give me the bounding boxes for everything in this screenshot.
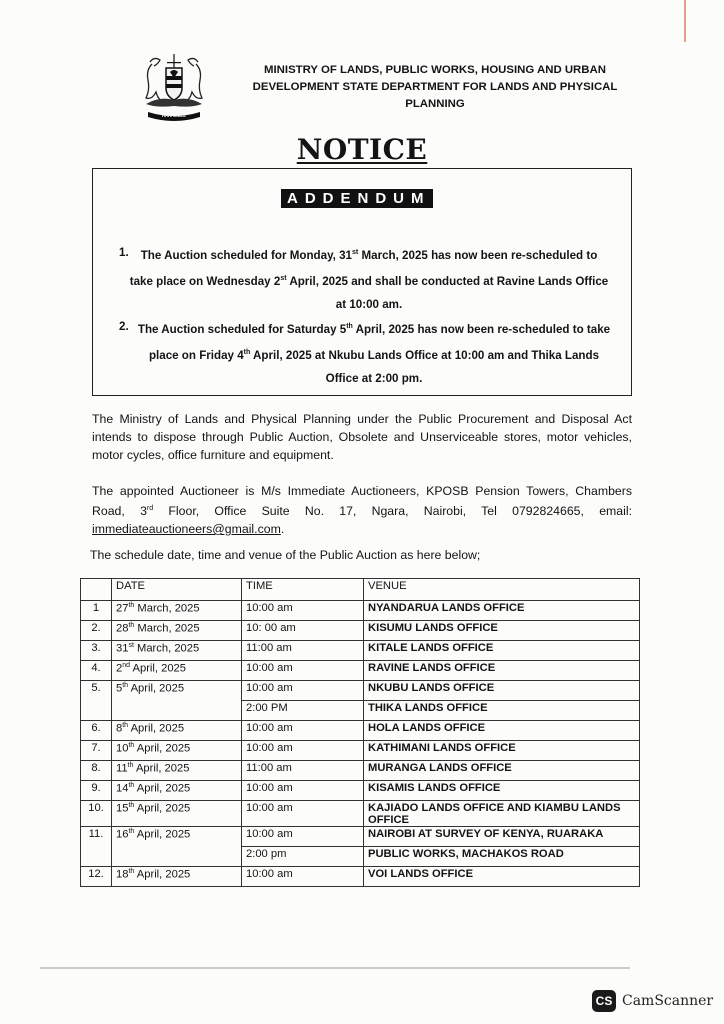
- date-day: 28: [116, 622, 129, 635]
- row-number: 3.: [81, 641, 112, 661]
- header-cell-date: DATE: [112, 579, 242, 601]
- superscript: st: [128, 642, 134, 649]
- superscript: th: [243, 348, 251, 356]
- row-number: 11.: [81, 827, 112, 867]
- table-row: [81, 601, 640, 621]
- date-cell: [112, 741, 242, 761]
- venue-cell: KATHIMANI LANDS OFFICE: [364, 741, 640, 761]
- superscript: th: [128, 802, 135, 809]
- table-row: [81, 801, 640, 827]
- addendum-item-line: [119, 341, 629, 367]
- time-cell: 10:00 am: [242, 867, 364, 887]
- ministry-heading: [245, 62, 625, 113]
- date-month-year: April, 2025: [130, 662, 187, 675]
- row-number: 5.: [81, 681, 112, 721]
- date-day: 8: [116, 722, 123, 735]
- time-cell: 10:00 am: [242, 801, 364, 827]
- date-month-year: April, 2025: [134, 828, 191, 841]
- date-day: 14: [116, 782, 129, 795]
- text-run: The appointed Auctioneer is M/s Immediate Auctioneers, KPOSB Pension Towers, Chambers Road, 3: [92, 484, 632, 519]
- date-month-year: April, 2025: [133, 762, 190, 775]
- venue-cell: NYANDARUA LANDS OFFICE: [364, 601, 640, 621]
- row-number: 9.: [81, 781, 112, 801]
- superscript: th: [346, 323, 353, 330]
- table-row: [81, 621, 640, 641]
- venue-cell: VOI LANDS OFFICE: [364, 867, 640, 887]
- date-month-year: April, 2025: [134, 868, 191, 881]
- row-number: 8.: [81, 761, 112, 781]
- date-day: 27: [116, 602, 129, 615]
- text-run: .: [280, 522, 285, 537]
- addendum-item-line: [119, 267, 619, 293]
- superscript: th: [128, 742, 135, 749]
- date-cell: [112, 621, 242, 641]
- time-cell: 11:00 am: [242, 761, 364, 781]
- venue-cell: KISUMU LANDS OFFICE: [364, 621, 640, 641]
- date-cell: [112, 781, 242, 801]
- superscript: th: [128, 622, 135, 629]
- camscanner-watermark: CamScanner: [622, 993, 714, 1009]
- date-cell: [112, 641, 242, 661]
- date-month-year: April, 2025: [128, 722, 185, 735]
- superscript: th: [128, 868, 135, 875]
- email-link[interactable]: immediateauctioneers@gmail.com: [92, 522, 281, 537]
- table-row: [81, 827, 640, 847]
- table-row: [81, 661, 640, 681]
- time-cell: 2:00 PM: [242, 701, 364, 721]
- notice-title: NOTICE: [296, 133, 428, 166]
- venue-cell: KAJIADO LANDS OFFICE AND KIAMBU LANDS OFFICE: [364, 801, 640, 827]
- date-day: 16: [116, 828, 129, 841]
- date-cell: [112, 761, 242, 781]
- row-number: 10.: [81, 801, 112, 827]
- camscanner-logo-icon: CS: [592, 990, 616, 1012]
- table-row: [81, 681, 640, 701]
- row-number: 12.: [81, 867, 112, 887]
- venue-cell: KISAMIS LANDS OFFICE: [364, 781, 640, 801]
- time-cell: 10:00 am: [242, 681, 364, 701]
- date-cell: [112, 601, 242, 621]
- row-number: 2.: [81, 621, 112, 641]
- venue-cell: PUBLIC WORKS, MACHAKOS ROAD: [364, 847, 640, 867]
- venue-cell: RAVINE LANDS OFFICE: [364, 661, 640, 681]
- intro-paragraph: The Ministry of Lands and Physical Planning under the Public Procurement and Disposal Act intends to dispose through Public Auction, Obsolete and Unserviceable stores, motor vehicles, motor cycles, office furniture and equipment.: [92, 412, 632, 462]
- date-month-year: April, 2025: [128, 682, 185, 695]
- time-cell: 10:00 am: [242, 741, 364, 761]
- header-cell-no: [81, 579, 112, 601]
- time-cell: 2:00 pm: [242, 847, 364, 867]
- date-month-year: April, 2025: [134, 802, 191, 815]
- row-number: 4.: [81, 661, 112, 681]
- addendum-label: ADDENDUM: [281, 189, 433, 208]
- text-run: March, 2025 has now been re-scheduled to: [358, 248, 598, 262]
- addendum-item-number: 2.: [119, 320, 129, 333]
- ministry-line: MINISTRY OF LANDS, PUBLIC WORKS, HOUSING AND URBAN: [264, 64, 606, 76]
- text-run: The Auction scheduled for Saturday 5: [137, 322, 347, 336]
- ministry-line: PLANNING: [405, 98, 465, 110]
- auctioneer-paragraph: [92, 482, 632, 538]
- venue-cell: MURANGA LANDS OFFICE: [364, 761, 640, 781]
- date-day: 5: [116, 682, 123, 695]
- date-cell: [112, 681, 242, 721]
- text-run: Floor, Office Suite No. 17, Ngara, Nairobi, Tel 0792824665, email:: [153, 504, 632, 519]
- ministry-line: DEVELOPMENT STATE DEPARTMENT FOR LANDS AND PHYSICAL: [252, 81, 618, 93]
- date-day: 11: [116, 762, 128, 775]
- date-day: 10: [116, 742, 129, 755]
- text-run: take place on Wednesday 2: [129, 274, 281, 288]
- time-cell: 10:00 am: [242, 721, 364, 741]
- venue-cell: HOLA LANDS OFFICE: [364, 721, 640, 741]
- addendum-item-number: 1.: [119, 246, 129, 259]
- date-cell: [112, 661, 242, 681]
- addendum-box: [92, 168, 632, 396]
- page-edge-mark: [684, 0, 686, 42]
- time-cell: 10:00 am: [242, 781, 364, 801]
- superscript: nd: [122, 662, 131, 669]
- row-number: 7.: [81, 741, 112, 761]
- date-month-year: March, 2025: [133, 642, 200, 655]
- superscript: rd: [146, 505, 154, 512]
- date-day: 15: [116, 802, 129, 815]
- superscript: th: [128, 782, 135, 789]
- page-bottom-rule: [40, 967, 630, 969]
- superscript: th: [128, 828, 135, 835]
- superscript: th: [122, 682, 129, 689]
- addendum-item: [119, 315, 629, 390]
- addendum-item-line: [119, 241, 619, 267]
- date-month-year: March, 2025: [134, 602, 200, 615]
- venue-cell: KITALE LANDS OFFICE: [364, 641, 640, 661]
- superscript: st: [352, 249, 359, 256]
- addendum-item: [119, 241, 619, 316]
- time-cell: 11:00 am: [242, 641, 364, 661]
- superscript: th: [128, 602, 135, 609]
- venue-cell: NKUBU LANDS OFFICE: [364, 681, 640, 701]
- date-month-year: April, 2025: [134, 742, 191, 755]
- date-cell: [112, 801, 242, 827]
- text-run: April, 2025 and shall be conducted at Ravine Lands Office: [286, 274, 609, 288]
- superscript: th: [122, 722, 129, 729]
- table-row: [81, 867, 640, 887]
- auction-schedule-table: [80, 578, 640, 887]
- kenya-coat-of-arms-icon: [140, 50, 208, 122]
- text-run: April, 2025 at Nkubu Lands Office at 10:00 am and Thika Lands: [250, 348, 600, 362]
- header-cell-time: TIME: [242, 579, 364, 601]
- text-run: April, 2025 has now been re-scheduled to take: [352, 322, 611, 336]
- table-row: [81, 741, 640, 761]
- date-day: 31: [116, 642, 129, 655]
- table-row: [81, 641, 640, 661]
- date-month-year: April, 2025: [134, 782, 191, 795]
- date-cell: [112, 721, 242, 741]
- row-number: 1: [81, 601, 112, 621]
- date-cell: [112, 867, 242, 887]
- superscript: st: [280, 274, 287, 282]
- date-day: 2: [116, 662, 123, 675]
- table-row: [81, 781, 640, 801]
- addendum-item-line: Office at 2:00 pm.: [325, 371, 423, 385]
- crest-motto: HARAMBEE: [161, 113, 187, 118]
- date-month-year: March, 2025: [134, 622, 200, 635]
- text-run: place on Friday 4: [148, 348, 244, 362]
- row-number: 6.: [81, 721, 112, 741]
- addendum-item-line: [119, 315, 629, 341]
- date-day: 18: [116, 868, 129, 881]
- table-row: [81, 761, 640, 781]
- date-cell: [112, 827, 242, 867]
- time-cell: 10:00 am: [242, 601, 364, 621]
- text-run: The Auction scheduled for Monday, 31: [140, 248, 353, 262]
- venue-cell: THIKA LANDS OFFICE: [364, 701, 640, 721]
- schedule-intro: The schedule date, time and venue of the Public Auction as here below;: [90, 548, 481, 562]
- header-cell-venue: VENUE: [364, 579, 640, 601]
- table-row: [81, 721, 640, 741]
- superscript: th: [127, 762, 134, 769]
- time-cell: 10:00 am: [242, 661, 364, 681]
- time-cell: 10:00 am: [242, 827, 364, 847]
- table-header-row: [81, 579, 640, 601]
- time-cell: 10: 00 am: [242, 621, 364, 641]
- venue-cell: NAIROBI AT SURVEY OF KENYA, RUARAKA: [364, 827, 640, 847]
- addendum-item-line: at 10:00 am.: [335, 297, 403, 311]
